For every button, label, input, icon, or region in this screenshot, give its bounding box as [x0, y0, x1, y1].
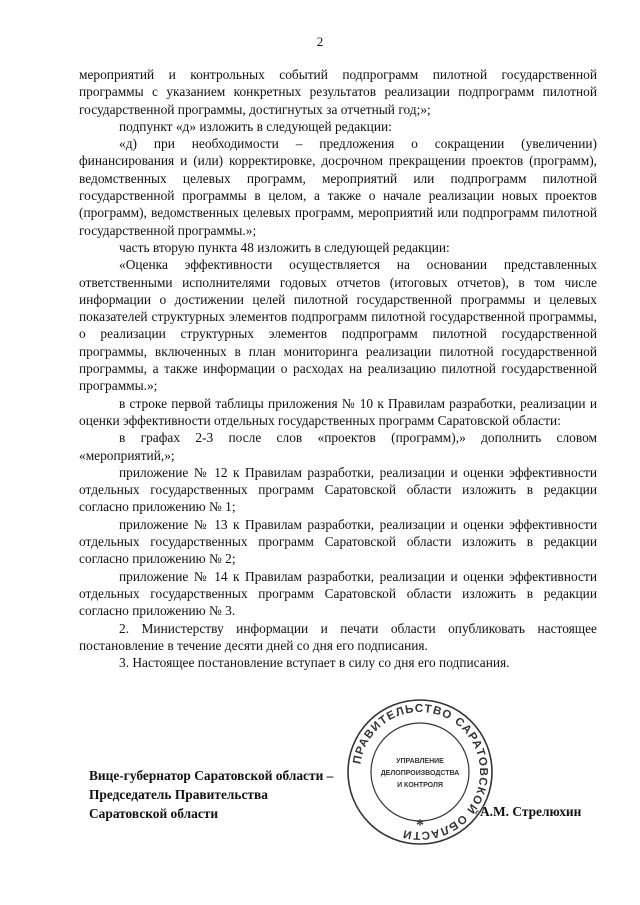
seal-center-line: УПРАВЛЕНИЕ — [396, 758, 444, 765]
paragraph: «д) при необходимости – предложения о сокращении (увеличении) финансирования и (или) корректировке, досрочном прекращении проектов (программ), ведомственных целевых программ, мероприятий или подпрограмм пилотной государственной программы в целом, а также о начале реализации новых проектов (программ), ведомственных целевых программ, мероприятий или подпрограмм пилотной государственной программы.»; — [79, 136, 597, 238]
paragraph: 3. Настоящее постановление вступает в силу со дня его подписания. — [119, 655, 510, 671]
seal-center-line: И КОНТРОЛЯ — [397, 782, 443, 789]
paragraph: 2. Министерству информации и печати области опубликовать настоящее постановление в течение десяти дней со дня его подписания. — [79, 620, 597, 653]
seal-star: * — [416, 817, 424, 834]
document-body — [79, 66, 597, 671]
seal-center-line: ДЕЛОПРОИЗВОДСТВА — [380, 770, 460, 777]
paragraph: мероприятий и контрольных событий подпрограмм пилотной государственной программы с указанием конкретных результатов реализации подпрограмм пилотной государственной программы, достигнутых за отчетный год;»; — [79, 67, 597, 117]
paragraph: приложение № 12 к Правилам разработки, реализации и оценки эффективности отдельных государственных программ Саратовской области изложить в редакции согласно приложению № 1; — [79, 464, 597, 515]
signatory-title — [89, 766, 333, 823]
signatory-line: Саратовской области — [89, 806, 219, 821]
paragraph: приложение № 13 к Правилам разработки, реализации и оценки эффективности отдельных государственных программ Саратовской области изложить в редакции согласно приложению № 2; — [79, 516, 597, 567]
signatory-line: Вице-губернатор Саратовской области – — [89, 768, 334, 783]
paragraph: приложение № 14 к Правилам разработки, реализации и оценки эффективности отдельных государственных программ Саратовской области изложить в редакции согласно приложению № 3. — [79, 568, 597, 619]
official-seal — [345, 697, 495, 847]
paragraph: в графах 2-3 после слов «проектов (программ),» дополнить словом «мероприятий,»; — [79, 430, 597, 463]
signatory-line: Председатель Правительства — [89, 787, 268, 802]
signatory-name: А.М. Стрелюхин — [480, 804, 582, 819]
paragraph: часть вторую пункта 48 изложить в следующей редакции: — [119, 239, 450, 255]
page-number: 2 — [316, 34, 324, 49]
paragraph: в строке первой таблицы приложения № 10 к Правилам разработки, реализации и оценки эффективности отдельных государственных программ Саратовской области: — [79, 395, 597, 428]
paragraph: подпункт «д» изложить в следующей редакции: — [119, 118, 392, 134]
paragraph: «Оценка эффективности осуществляется на основании представленных ответственными исполнителями годовых отчетов (итоговых отчетов), в том числе информации о достижении целей пилотной государственной программы и целевых показателей структурных элементов подпрограмм пилотной государственной программы, о реализации структурных элементов подпрограмм пилотной государственной программы, включенных в план мониторинга реализации пилотной государственной программы, а также информации о расходах на реализацию пилотной государственной программы.»; — [79, 257, 597, 394]
seal-ring-text: ПРАВИТЕЛЬСТВО САРАТОВСКОЙ ОБЛАСТИ — [351, 702, 490, 842]
